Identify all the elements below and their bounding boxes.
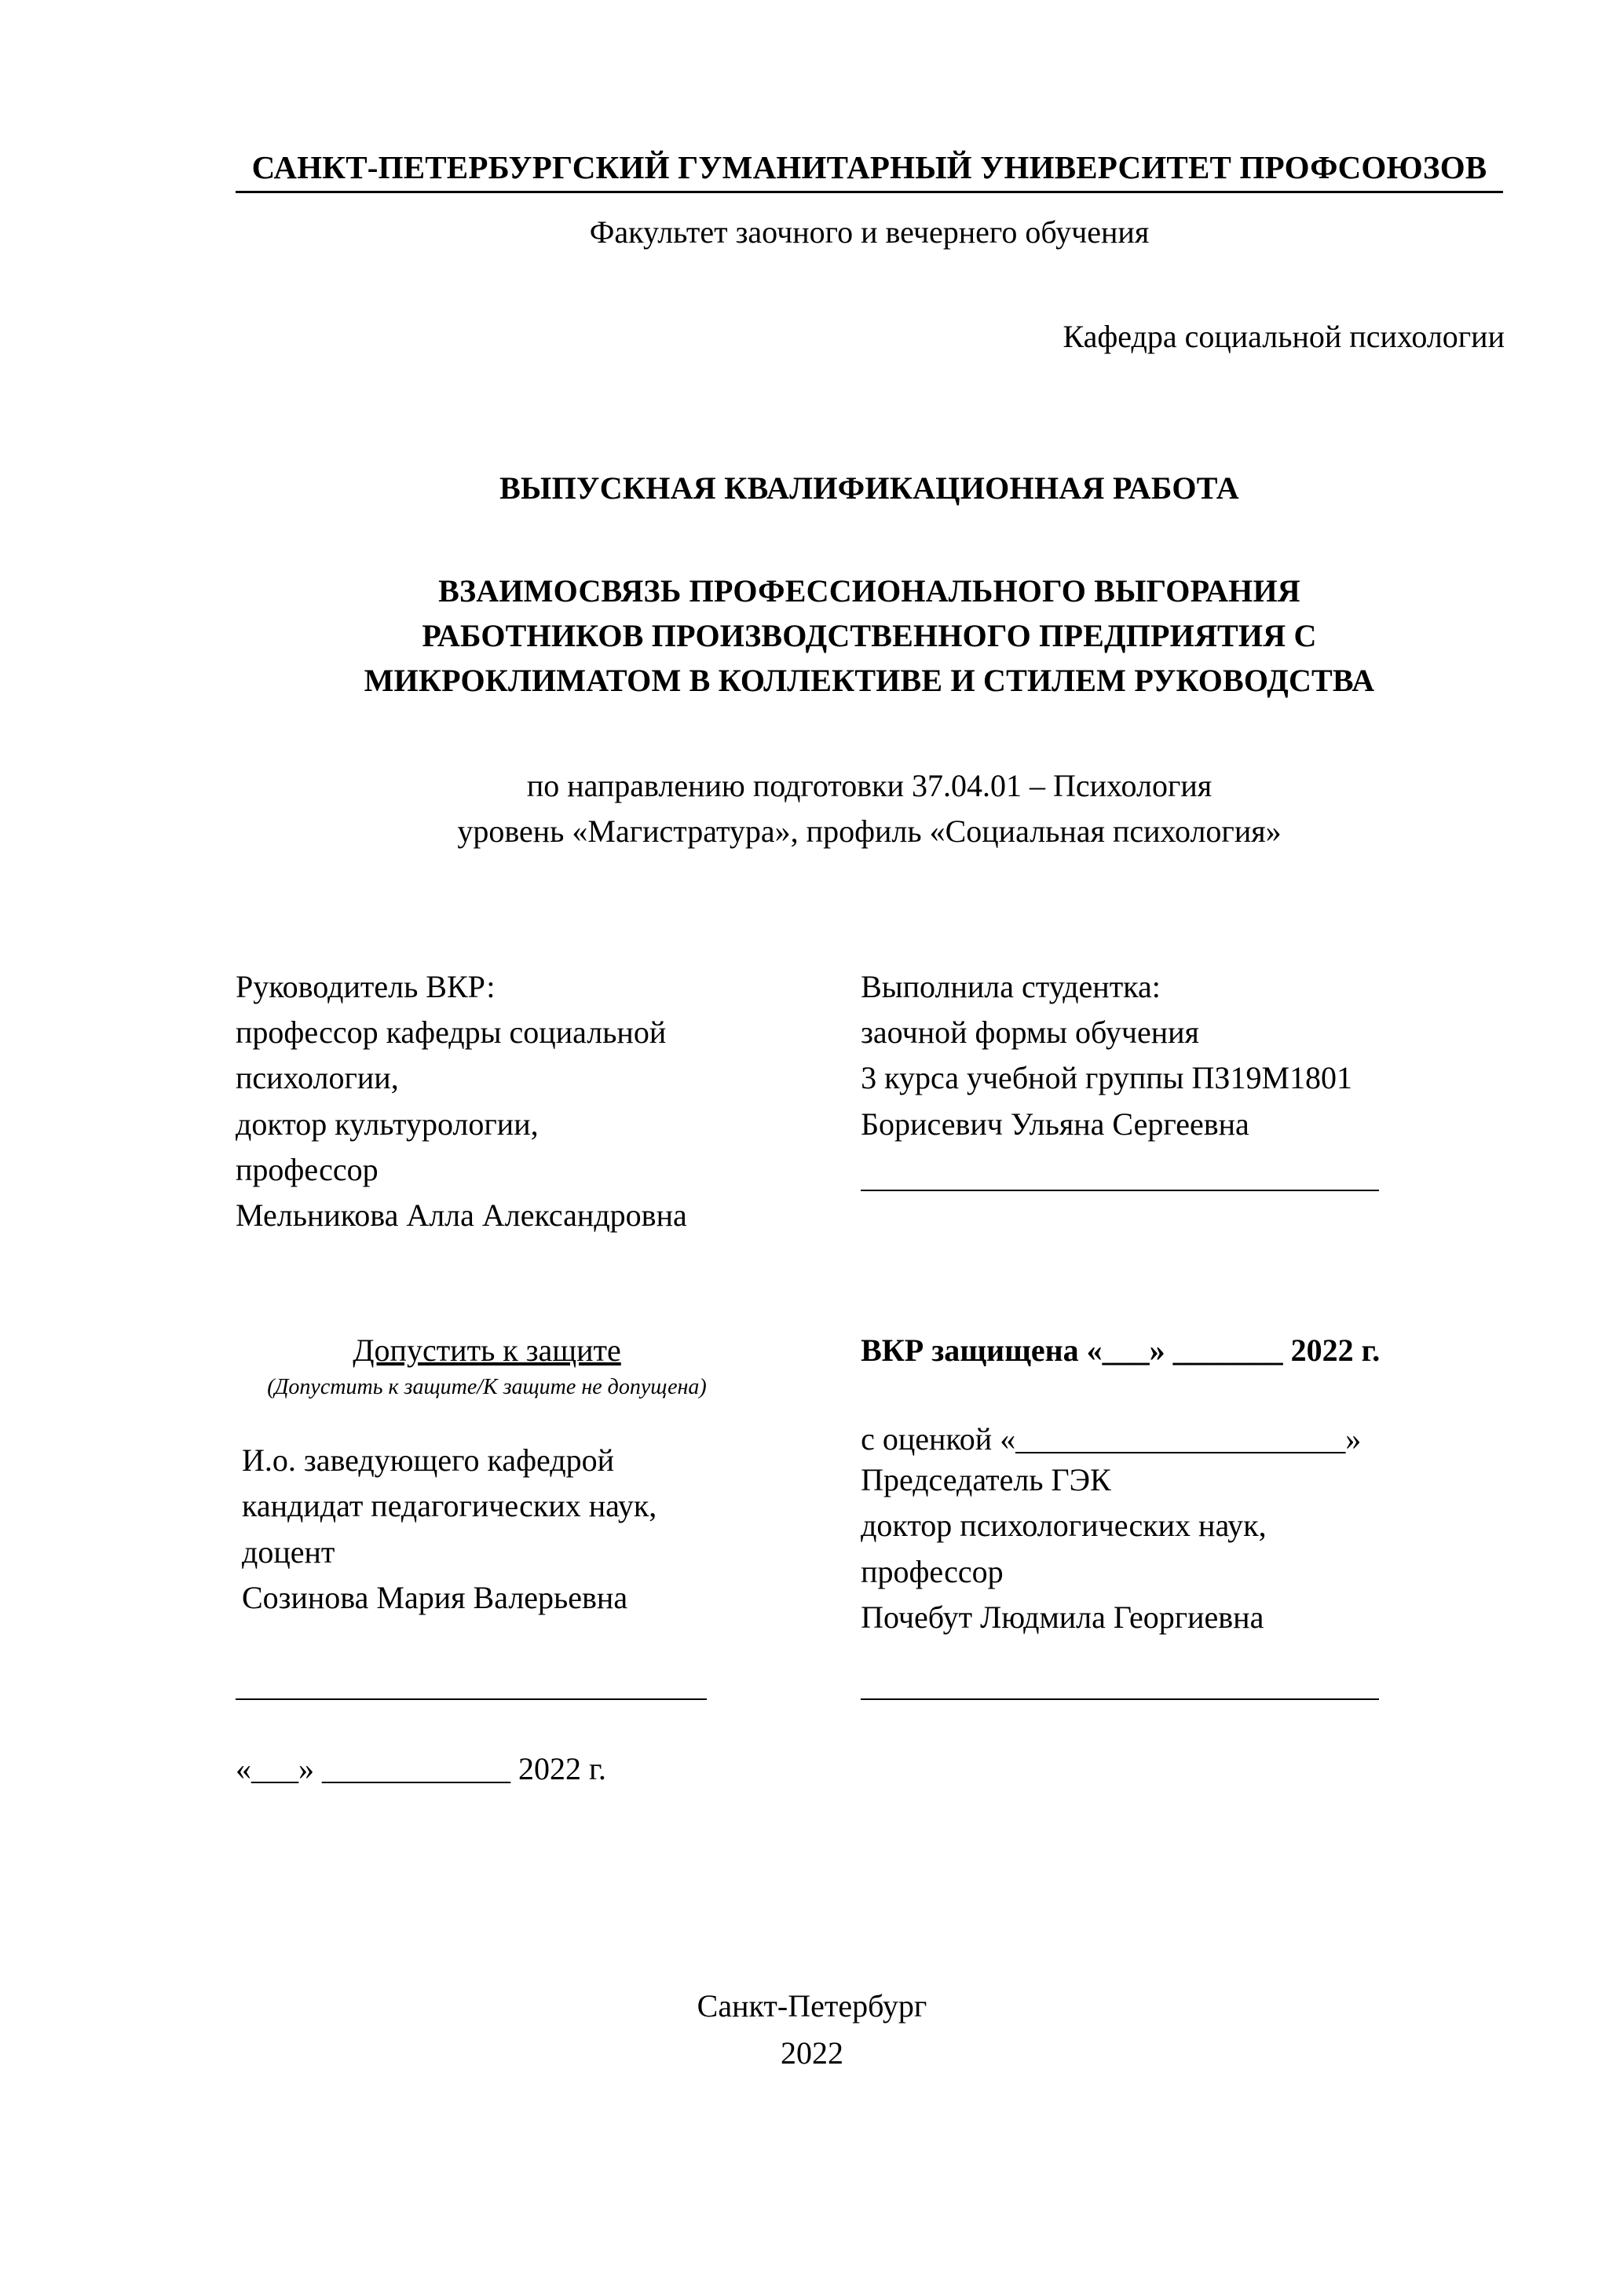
thesis-title-line-1: ВЗАИМОСВЯЗЬ ПРОФЕССИОНАЛЬНОГО ВЫГОРАНИЯ <box>438 573 1300 609</box>
head-rank: доцент <box>242 1534 335 1570</box>
student-label: Выполнила студентка: <box>861 968 1161 1004</box>
student-name: Борисевич Ульяна Сергеевна <box>861 1106 1249 1142</box>
student-block <box>861 964 1509 1239</box>
thesis-title-line-2: РАБОТНИКОВ ПРОИЗВОДСТВЕННОГО ПРЕДПРИЯТИЯ С <box>422 617 1317 653</box>
title-page-content <box>229 149 1509 1787</box>
head-label: И.о. заведующего кафедрой <box>242 1442 615 1478</box>
university-name: САНКТ-ПЕТЕРБУРГСКИЙ ГУМАНИТАРНЫЙ УНИВЕРСИТЕТ ПРОФСОЮЗОВ <box>236 149 1503 193</box>
document-type: ВЫПУСКНАЯ КВАЛИФИКАЦИОННАЯ РАБОТА <box>499 470 1239 506</box>
defense-block <box>861 1332 1509 1641</box>
supervisor-position-line-1: профессор кафедры социальной <box>236 1014 667 1050</box>
supervisor-block <box>229 964 861 1239</box>
admission-title: Допустить к защите <box>353 1332 621 1368</box>
program-info <box>229 763 1509 854</box>
head-name: Созинова Мария Валерьевна <box>242 1580 628 1616</box>
head-signature-cell <box>229 1698 861 1700</box>
chair-name: Почебут Людмила Георгиевна <box>861 1600 1264 1636</box>
page-footer <box>0 1983 1624 2077</box>
head-degree: кандидат педагогических наук, <box>242 1488 657 1524</box>
thesis-title <box>229 569 1509 703</box>
city: Санкт-Петербург <box>697 1988 927 2024</box>
chair-signature-cell <box>861 1698 1509 1700</box>
program-direction: по направлению подготовки 37.04.01 – Психология <box>526 767 1213 803</box>
head-signature-line <box>236 1698 707 1700</box>
student-signature-line <box>861 1190 1379 1191</box>
chair-rank: профессор <box>861 1553 1004 1589</box>
admission-note: (Допустить к защите/К защите не допущена) <box>267 1374 707 1399</box>
admission-date-line: «___» ____________ 2022 г. <box>236 1751 606 1787</box>
year: 2022 <box>781 2035 843 2071</box>
chair-signature-line <box>861 1698 1379 1700</box>
program-level-profile: уровень «Магистратура», профиль «Социальная психология» <box>457 813 1282 849</box>
signature-row <box>229 1698 1509 1700</box>
head-of-department-info <box>236 1438 861 1621</box>
chair-info <box>861 1457 1509 1641</box>
defense-grade-label: с оценкой «_____________________» <box>861 1420 1362 1457</box>
student-group: 3 курса учебной группы ПЗ19М1801 <box>861 1060 1353 1096</box>
admission-defense-block <box>229 1332 1509 1641</box>
chair-label: Председатель ГЭК <box>861 1461 1111 1497</box>
admission-block <box>229 1332 861 1641</box>
supervisor-rank: профессор <box>236 1152 379 1188</box>
supervisor-position-line-2: психологии, <box>236 1060 399 1096</box>
thesis-title-line-3: МИКРОКЛИМАТОМ В КОЛЛЕКТИВЕ И СТИЛЕМ РУКОВОДСТВА <box>364 662 1375 698</box>
chair-degree: доктор психологических наук, <box>861 1508 1267 1544</box>
department-name: Кафедра социальной психологии <box>1063 319 1505 355</box>
defense-date-label: ВКР защищена «___» _______ 2022 г. <box>861 1332 1381 1368</box>
student-form: заочной формы обучения <box>861 1014 1199 1050</box>
supervisor-name: Мельникова Алла Александровна <box>236 1197 687 1234</box>
faculty-name: Факультет заочного и вечернего обучения <box>589 214 1150 250</box>
credits-block <box>229 964 1509 1239</box>
supervisor-label: Руководитель ВКР: <box>236 968 496 1004</box>
supervisor-degree: доктор культурологии, <box>236 1106 539 1142</box>
